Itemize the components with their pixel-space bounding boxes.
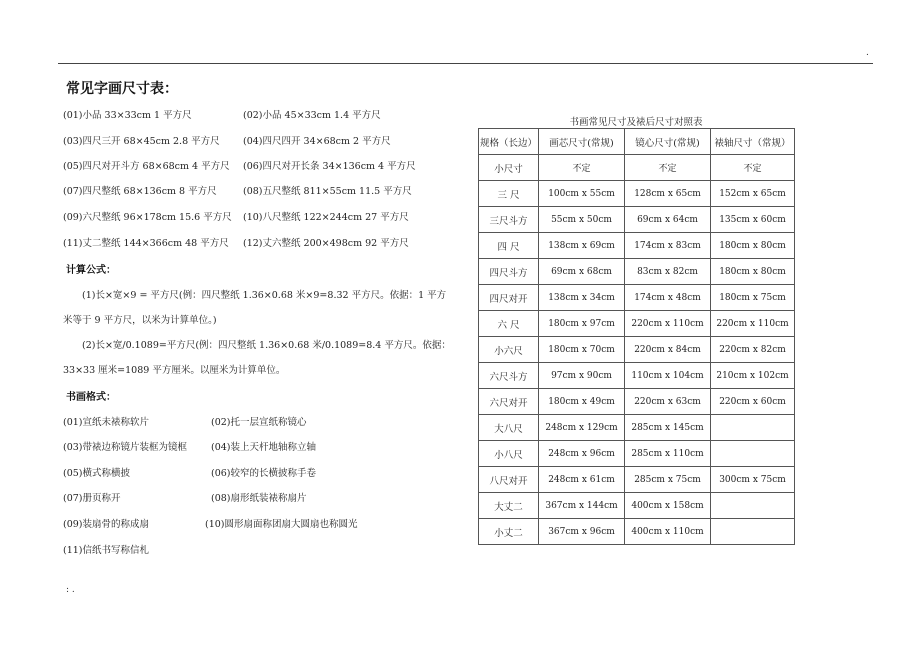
size-item: (07)四尺整纸 68×136cm 8 平方尺 (63, 186, 217, 197)
table-header-cell: 画芯尺寸(常规) (539, 129, 625, 155)
table-cell: 285cm x 110cm (625, 441, 711, 467)
table-spec-cell: 小尺寸 (479, 155, 539, 181)
table-cell: 138cm x 69cm (539, 233, 625, 259)
table-spec-cell: 六尺斗方 (479, 363, 539, 389)
table-cell: 220cm x 82cm (711, 337, 795, 363)
table-spec-cell: 四尺斗方 (479, 259, 539, 285)
table-cell: 248cm x 61cm (539, 467, 625, 493)
table-cell: 180cm x 97cm (539, 311, 625, 337)
table-row (479, 389, 795, 415)
format-item: (11)信纸书写称信札 (63, 545, 150, 556)
table-cell: 220cm x 84cm (625, 337, 711, 363)
format-heading: 书画格式： (66, 392, 116, 403)
table-cell (711, 415, 795, 441)
format-item: (10)圆形扇面称团扇大圆扇也称圆光 (205, 519, 358, 530)
size-item: (10)八尺整纸 122×244cm 27 平方尺 (243, 212, 409, 223)
format-item: (07)册页称开 (63, 493, 121, 504)
formula-line: (2)长×宽/0.1089=平方尺(例：四尺整纸 1.36×0.68 米/0.1089=8.4 平方尺。依据： (82, 340, 451, 351)
formula-line: 33×33 厘米=1089 平方厘米。以厘米为计算单位。 (63, 365, 286, 376)
format-item: (06)较窄的长横披称手卷 (211, 468, 317, 479)
table-cell: 180cm x 80cm (711, 233, 795, 259)
table-cell: 367cm x 96cm (539, 519, 625, 545)
table-cell: 220cm x 63cm (625, 389, 711, 415)
table-cell: 210cm x 102cm (711, 363, 795, 389)
table-cell: 285cm x 75cm (625, 467, 711, 493)
table-spec-cell: 大八尺 (479, 415, 539, 441)
header-rule (58, 63, 873, 64)
table-cell: 180cm x 75cm (711, 285, 795, 311)
table-spec-cell: 三尺斗方 (479, 207, 539, 233)
format-item: (09)装扇骨的称成扇 (63, 519, 150, 530)
table-cell: 220cm x 110cm (711, 311, 795, 337)
table-row (479, 493, 795, 519)
table-cell: 不定 (539, 155, 625, 181)
format-item: (04)装上天杆地轴称立轴 (211, 442, 317, 453)
format-item: (01)宣纸未裱称软片 (63, 417, 150, 428)
table-header-cell: 裱轴尺寸（常规） (711, 129, 795, 155)
table-row (479, 363, 795, 389)
size-item: (08)五尺整纸 811×55cm 11.5 平方尺 (243, 186, 412, 197)
table-row (479, 181, 795, 207)
table-header-row (479, 129, 795, 155)
header-mark: . (866, 48, 869, 58)
table-spec-cell: 小丈二 (479, 519, 539, 545)
size-item: (03)四尺三开 68×45cm 2.8 平方尺 (63, 136, 220, 147)
table-cell: 69cm x 68cm (539, 259, 625, 285)
table-row (479, 467, 795, 493)
table-caption: 书画常见尺寸及裱后尺寸对照表 (569, 117, 703, 128)
table-cell: 180cm x 70cm (539, 337, 625, 363)
table-cell: 248cm x 96cm (539, 441, 625, 467)
table-row (479, 155, 795, 181)
table-header-cell: 规格（长边） (479, 129, 539, 155)
table-cell: 220cm x 110cm (625, 311, 711, 337)
table-cell: 400cm x 110cm (625, 519, 711, 545)
format-item: (03)带裱边称镜片装框为镜框 (63, 442, 188, 453)
table-spec-cell: 六 尺 (479, 311, 539, 337)
table-cell: 128cm x 65cm (625, 181, 711, 207)
formula-line: (1)长×宽×9 = 平方尺(例：四尺整纸 1.36×0.68 米×9=8.32 平方尺。依据：1 平方 (82, 290, 447, 301)
table-spec-cell: 四 尺 (479, 233, 539, 259)
table-cell: 248cm x 129cm (539, 415, 625, 441)
formula-heading: 计算公式： (66, 265, 116, 276)
table-row (479, 337, 795, 363)
table-row (479, 233, 795, 259)
size-item: (01)小品 33×33cm 1 平方尺 (63, 110, 192, 121)
table-cell: 300cm x 75cm (711, 467, 795, 493)
size-item: (05)四尺对开斗方 68×68cm 4 平方尺 (63, 161, 230, 172)
table-row (479, 441, 795, 467)
footer-mark: : . (66, 585, 75, 595)
table-cell (711, 519, 795, 545)
table-cell: 400cm x 158cm (625, 493, 711, 519)
size-item: (12)丈六整纸 200×498cm 92 平方尺 (243, 238, 409, 249)
table-cell (711, 441, 795, 467)
format-item: (08)扇形纸装裱称扇片 (211, 493, 307, 504)
table-row (479, 519, 795, 545)
table-header-cell: 镜心尺寸(常规) (625, 129, 711, 155)
table-cell: 69cm x 64cm (625, 207, 711, 233)
table-spec-cell: 大丈二 (479, 493, 539, 519)
size-item: (02)小品 45×33cm 1.4 平方尺 (243, 110, 381, 121)
table-spec-cell: 小六尺 (479, 337, 539, 363)
table-cell: 100cm x 55cm (539, 181, 625, 207)
table-spec-cell: 六尺对开 (479, 389, 539, 415)
size-comparison-table (478, 128, 795, 545)
format-item: (02)托一层宣纸称镜心 (211, 417, 307, 428)
table-cell: 152cm x 65cm (711, 181, 795, 207)
table-cell: 135cm x 60cm (711, 207, 795, 233)
table-spec-cell: 小八尺 (479, 441, 539, 467)
table-row (479, 415, 795, 441)
table-spec-cell: 八尺对开 (479, 467, 539, 493)
table-cell: 180cm x 49cm (539, 389, 625, 415)
table-cell: 97cm x 90cm (539, 363, 625, 389)
table-cell: 138cm x 34cm (539, 285, 625, 311)
page-title: 常见字画尺寸表： (66, 81, 178, 97)
format-item: (05)横式称横披 (63, 468, 131, 479)
table-row (479, 285, 795, 311)
table-cell: 174cm x 48cm (625, 285, 711, 311)
size-item: (11)丈二整纸 144×366cm 48 平方尺 (63, 238, 229, 249)
table-cell: 不定 (711, 155, 795, 181)
table-cell: 不定 (625, 155, 711, 181)
table-row (479, 311, 795, 337)
table-cell: 285cm x 145cm (625, 415, 711, 441)
table-cell: 83cm x 82cm (625, 259, 711, 285)
table-spec-cell: 三 尺 (479, 181, 539, 207)
table-cell: 367cm x 144cm (539, 493, 625, 519)
table-spec-cell: 四尺对开 (479, 285, 539, 311)
table-cell: 55cm x 50cm (539, 207, 625, 233)
table-row (479, 259, 795, 285)
formula-line: 米等于 9 平方尺，以米为计算单位。) (63, 315, 217, 326)
table-cell: 220cm x 60cm (711, 389, 795, 415)
table-cell: 180cm x 80cm (711, 259, 795, 285)
table-row (479, 207, 795, 233)
table-cell: 110cm x 104cm (625, 363, 711, 389)
table-cell (711, 493, 795, 519)
size-item: (09)六尺整纸 96×178cm 15.6 平方尺 (63, 212, 232, 223)
size-item: (04)四尺四开 34×68cm 2 平方尺 (243, 136, 391, 147)
table-cell: 174cm x 83cm (625, 233, 711, 259)
size-item: (06)四尺对开长条 34×136cm 4 平方尺 (243, 161, 416, 172)
